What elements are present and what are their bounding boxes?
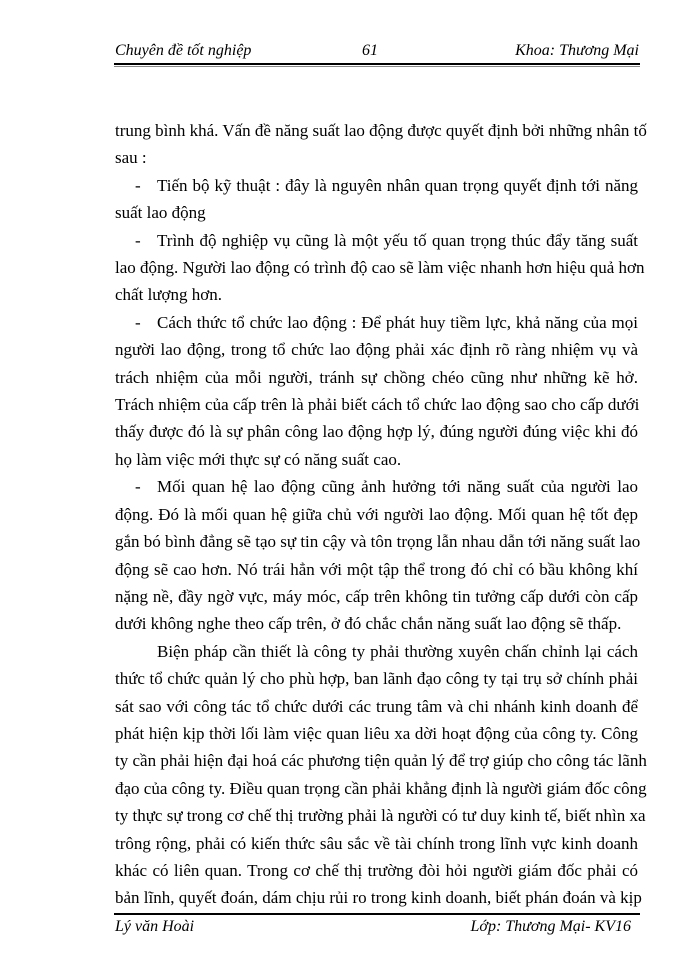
line <box>115 583 638 610</box>
line <box>115 720 638 747</box>
header-rule-shadow <box>114 66 640 67</box>
line <box>115 665 638 692</box>
text-line: ty cần phải hiện đại hoá các phương tiện quản lý để trợ giúp cho công tác lãnh <box>115 751 647 771</box>
text-line: trông rộng, phải có kiến thức sâu sắc về tài chính trong lĩnh vực kinh doanh <box>115 833 638 853</box>
line <box>115 501 638 528</box>
page-header <box>115 40 639 62</box>
text-line: Mối quan hệ lao động cũng ảnh hưởng tới năng suất của người lao <box>157 477 638 497</box>
text-line: sau : <box>115 148 147 168</box>
line <box>115 884 642 911</box>
text-line: động sẽ cao hơn. Nó trái hẳn với một tập thể trong đó chỉ có bầu không khí <box>115 559 638 579</box>
bullet-paragraph <box>115 309 638 473</box>
text-line: Tiến bộ kỹ thuật : đây là nguyên nhân quan trọng quyết định tới năng <box>157 175 638 195</box>
text-line: ty thực sự trong cơ chế thị trường phải là người có tư duy kinh tế, biết nhìn xa <box>115 806 646 826</box>
line <box>115 830 638 857</box>
document-body <box>115 117 647 912</box>
line <box>115 418 638 445</box>
text-line: đạo của công ty. Điều quan trọng cần phải khẳng định là người giám đốc công <box>115 778 647 798</box>
text-line: Trình độ nghiệp vụ cũng là một yếu tố quan trọng thúc đẩy tăng suất <box>157 230 638 250</box>
bullet-paragraph <box>115 473 641 637</box>
text-line: người lao động, trong tổ chức lao động phải xác định rõ ràng nhiệm vụ và <box>115 340 638 360</box>
text-line: lao động. Người lao động có trình độ cao sẽ làm việc nhanh hơn hiệu quả hơn <box>115 258 645 278</box>
bullet-dash: - <box>135 175 141 195</box>
paragraph <box>115 638 647 912</box>
line <box>115 144 638 171</box>
line <box>115 172 638 199</box>
line <box>115 254 645 281</box>
text-line: chất lượng hơn. <box>115 285 222 305</box>
text-line: họ làm việc mới thực sự có năng suất cao. <box>115 449 402 469</box>
bullet-dash: - <box>135 230 141 250</box>
text-line: bản lĩnh, quyết đoán, dám chịu rủi ro trong kinh doanh, biết phán đoán và kịp <box>115 888 642 908</box>
page-number: 61 <box>362 42 378 59</box>
bullet-dash: - <box>135 312 141 332</box>
line <box>115 528 641 555</box>
text-line: trung bình khá. Vấn đề năng suất lao động được quyết định bởi những nhân tố <box>115 121 647 140</box>
line <box>115 556 638 583</box>
header-rule <box>114 63 640 65</box>
text-line: sát sao với công tác tổ chức dưới các trung tâm và chi nhánh kinh doanh để <box>115 696 638 716</box>
text-line: nặng nề, đầy ngờ vực, máy móc, cấp trên không tin tưởng cấp dưới còn cấp <box>115 586 638 606</box>
page-footer <box>115 918 639 940</box>
line <box>115 747 647 774</box>
line <box>115 446 638 473</box>
bullet-paragraph <box>115 172 638 227</box>
paragraph <box>115 117 647 172</box>
line <box>115 638 638 665</box>
line <box>115 281 638 308</box>
text-line: suất lao động <box>115 203 206 223</box>
line <box>115 391 638 418</box>
line <box>115 857 638 884</box>
text-line: thức tổ chức quản lý cho phù hợp, ban lãnh đạo công ty tại trụ sở chính phải <box>115 669 638 689</box>
footer-author: Lý văn Hoài <box>115 918 195 935</box>
text-line: gắn bó bình đẳng sẽ tạo sự tin cậy và tôn trọng lẫn nhau dẫn tới năng suất lao <box>115 532 641 552</box>
line <box>115 364 638 391</box>
text-line: Trách nhiệm của cấp trên là phải biết cách tổ chức lao động sao cho cấp dưới <box>115 395 640 415</box>
line <box>115 473 638 500</box>
line <box>115 775 647 802</box>
line <box>115 693 638 720</box>
text-line: Cách thức tổ chức lao động : Để phát huy tiềm lực, khả năng của mọi <box>157 312 638 332</box>
footer-class: Lớp: Thương Mại- KV16 <box>470 918 631 935</box>
line <box>115 227 638 254</box>
line <box>115 336 638 363</box>
line <box>115 117 647 144</box>
footer-rule <box>114 913 640 915</box>
text-line: dưới không nghe theo cấp trên, ở đó chắc chắn năng suất lao động sẽ thấp. <box>115 614 622 634</box>
text-line: khác có liên quan. Trong cơ chế thị trường đòi hỏi người giám đốc phải có <box>115 860 638 880</box>
bullet-paragraph <box>115 227 645 309</box>
text-line: phát hiện kịp thời lối làm việc quan liêu xa dời hoạt động của công ty. Công <box>115 723 638 743</box>
bullet-dash: - <box>135 477 141 497</box>
text-line: thấy được đó là sự phân công lao động hợp lý, đúng người đúng việc khi đó <box>115 422 638 442</box>
header-document-title: Chuyên đề tốt nghiệp <box>115 42 252 59</box>
text-line: Biện pháp cần thiết là công ty phải thường xuyên chấn chỉnh lại cách <box>157 641 638 661</box>
line <box>115 309 638 336</box>
text-line: trách nhiệm của mỗi người, tránh sự chồng chéo cũng như những kẽ hở. <box>115 367 638 387</box>
header-department: Khoa: Thương Mại <box>515 42 639 59</box>
text-line: động. Đó là mối quan hệ giữa chủ với người lao động. Mối quan hệ tốt đẹp <box>115 504 638 524</box>
line <box>115 199 638 226</box>
line <box>115 610 638 637</box>
line <box>115 802 646 829</box>
